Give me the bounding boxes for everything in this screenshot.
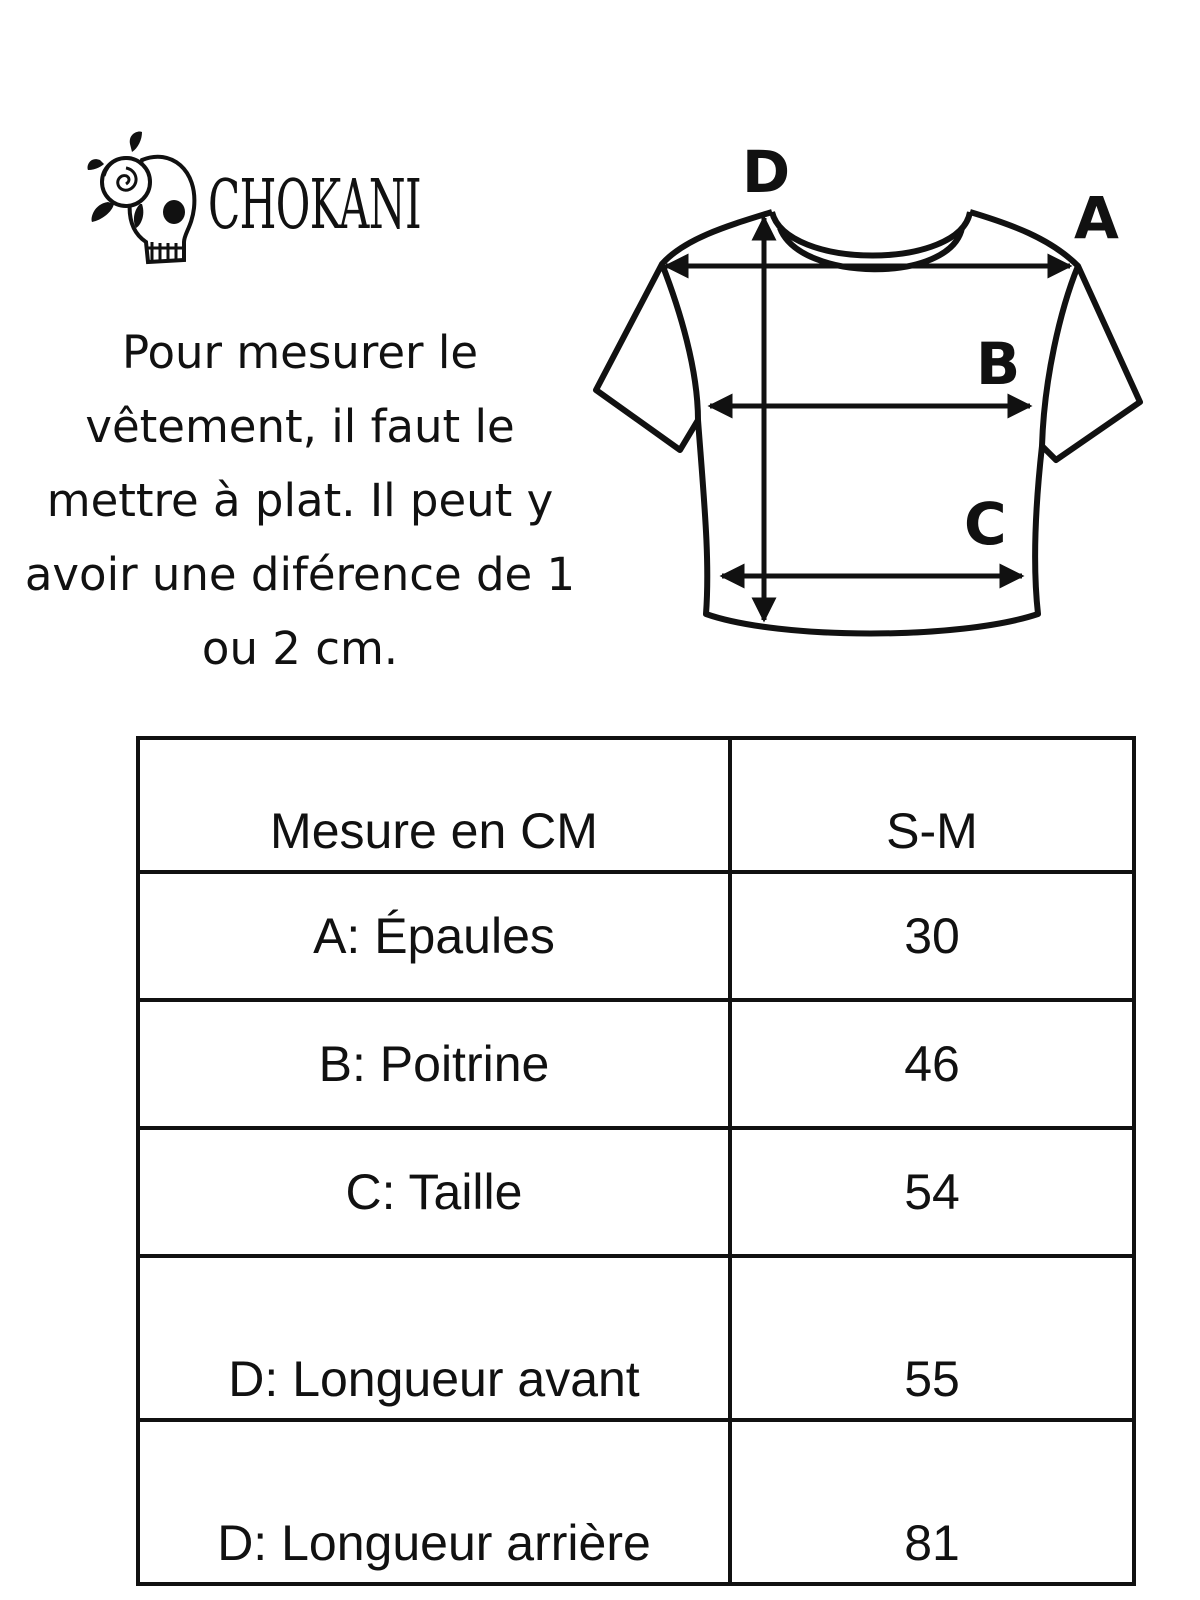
row-label: D: Longueur arrière bbox=[138, 1420, 730, 1584]
label-c: C bbox=[964, 490, 1007, 558]
row-value: 46 bbox=[730, 1000, 1134, 1128]
brand-header bbox=[86, 130, 486, 270]
row-label: D: Longueur avant bbox=[138, 1256, 730, 1420]
row-value: 55 bbox=[730, 1256, 1134, 1420]
row-label: C: Taille bbox=[138, 1128, 730, 1256]
size-chart-table bbox=[136, 736, 1136, 1586]
row-label: B: Poitrine bbox=[138, 1000, 730, 1128]
table-row bbox=[138, 872, 1134, 1000]
table-row bbox=[138, 1420, 1134, 1584]
brand-name: CHOKANI bbox=[208, 166, 422, 245]
header-size: S-M bbox=[730, 738, 1134, 872]
measuring-instructions: Pour mesurer le vêtement, il faut le mettre à plat. Il peut y avoir une diférence de 1 ou 2 cm. bbox=[24, 326, 576, 675]
row-value: 30 bbox=[730, 872, 1134, 1000]
measurement-arrows bbox=[666, 218, 1070, 620]
table-row bbox=[138, 1256, 1134, 1420]
tshirt-outline bbox=[596, 212, 1140, 634]
row-label: A: Épaules bbox=[138, 872, 730, 1000]
tshirt-measurement-diagram bbox=[580, 120, 1180, 680]
label-b: B bbox=[976, 330, 1021, 398]
skull-rose-icon bbox=[86, 130, 206, 270]
table-header-row bbox=[138, 738, 1134, 872]
table-row bbox=[138, 1128, 1134, 1256]
label-d: D bbox=[742, 138, 791, 206]
label-a: A bbox=[1074, 184, 1119, 252]
row-value: 81 bbox=[730, 1420, 1134, 1584]
row-value: 54 bbox=[730, 1128, 1134, 1256]
table-row bbox=[138, 1000, 1134, 1128]
header-measure: Mesure en CM bbox=[138, 738, 730, 872]
